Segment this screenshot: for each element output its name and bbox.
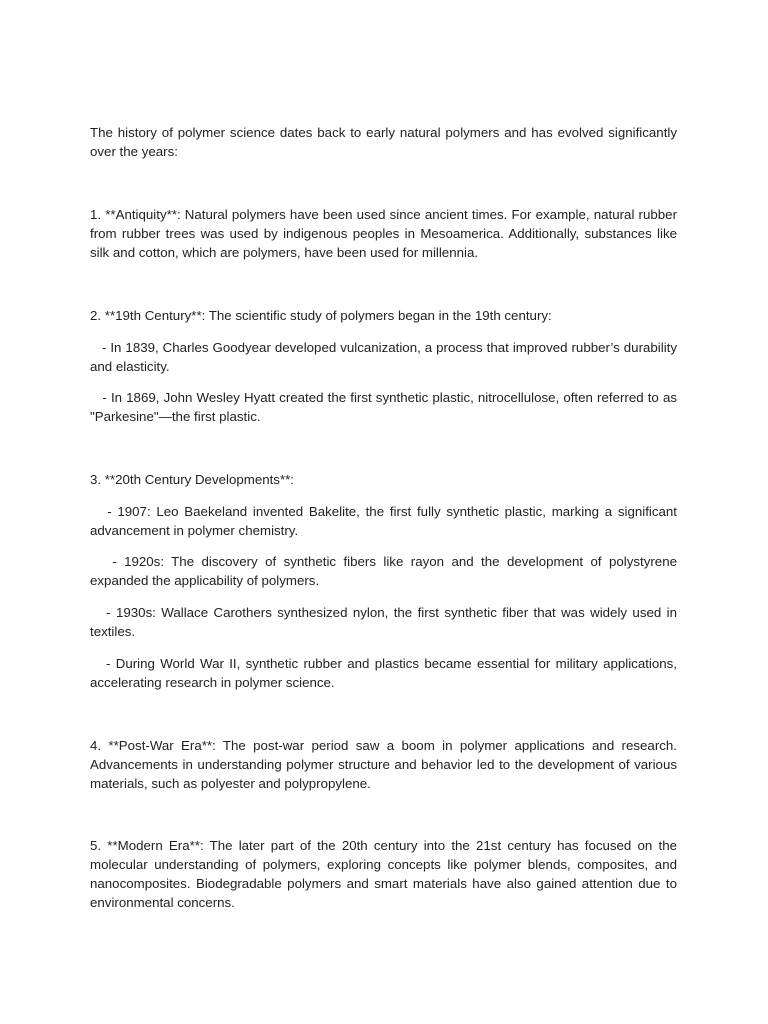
hyatt-item: - In 1869, John Wesley Hyatt created the first synthetic plastic, nitrocellulose, often referred to as "Parkesine"—the first plastic. xyxy=(90,390,681,424)
post-war-paragraph: 4. **Post-War Era**: The post-war period saw a boom in polymer applications and research. Advancements in understanding polymer structure and behavior led to the development of various materials, such as polyester and polypropylene. xyxy=(90,738,677,791)
antiquity-paragraph: 1. **Antiquity**: Natural polymers have been used since ancient times. For example, natural rubber from rubber trees was used by indigenous peoples in Mesoamerica. Additionally, substances like silk and cotton, which are polymers, have been used for millennia. xyxy=(90,207,677,260)
goodyear-item: - In 1839, Charles Goodyear developed vulcanization, a process that improved rubber’s durability and elasticity. xyxy=(90,340,681,374)
wwii-item: - During World War II, synthetic rubber and plastics became essential for military applications, accelerating research in polymer science. xyxy=(90,656,681,690)
nylon-item: - 1930s: Wallace Carothers synthesized nylon, the first synthetic fiber that was widely used in textiles. xyxy=(90,605,681,639)
20th-century-heading: 3. **20th Century Developments**: xyxy=(90,472,294,487)
modern-era-paragraph: 5. **Modern Era**: The later part of the 20th century into the 21st century has focused on the molecular understanding of polymers, exploring concepts like polymer blends, composites, and nanocomposites. Biodegradable polymers and smart materials have also gained attention due to environmental concerns. xyxy=(90,838,677,910)
bakelite-item: - 1907: Leo Baekeland invented Bakelite, the first fully synthetic plastic, marking a significant advancement in polymer chemistry. xyxy=(90,504,681,538)
intro-paragraph: The history of polymer science dates back to early natural polymers and has evolved significantly over the years: xyxy=(90,125,677,159)
1920s-item: - 1920s: The discovery of synthetic fibers like rayon and the development of polystyrene expanded the applicability of polymers. xyxy=(90,554,681,588)
19th-century-heading: 2. **19th Century**: The scientific study of polymers began in the 19th century: xyxy=(90,308,552,323)
